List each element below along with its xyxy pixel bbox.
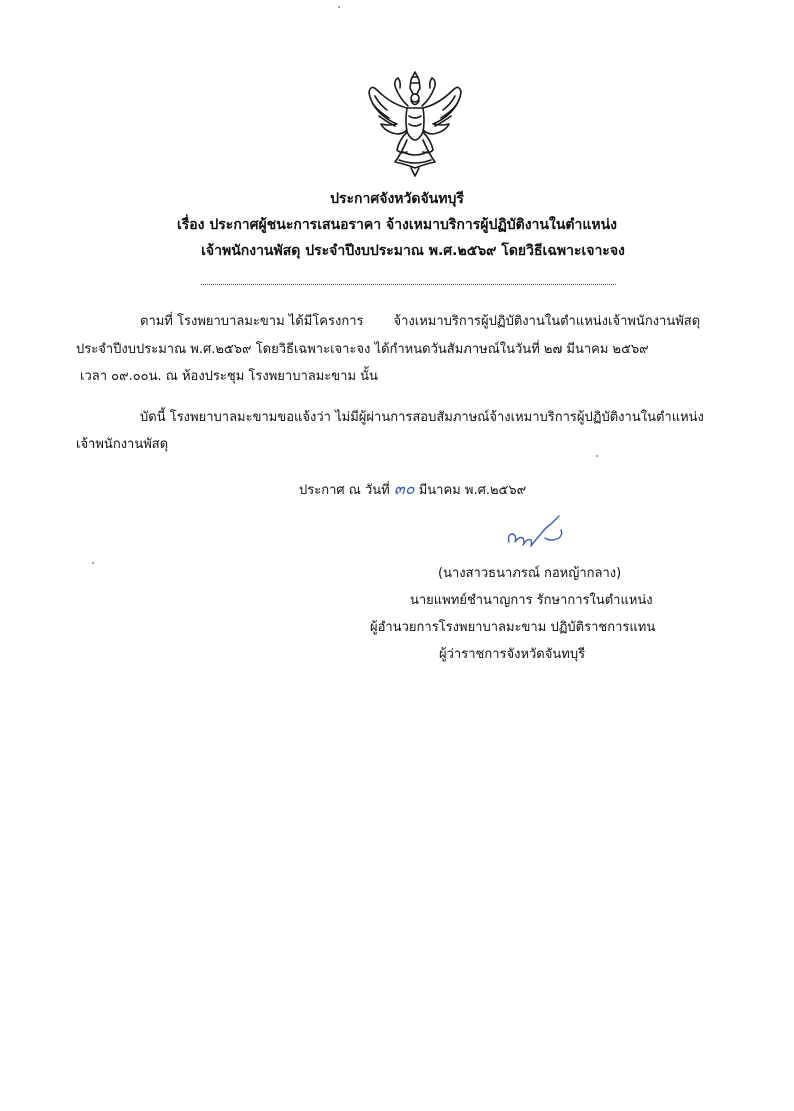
dotted-divider — [201, 284, 616, 285]
scan-speck — [596, 455, 598, 457]
announcement-date-line — [299, 477, 526, 502]
paragraph1-line1-part-b: จ้างเหมาบริการผู้ปฏิบัติงานในตำแหน่งเจ้าพนักงานพัสดุ — [393, 314, 701, 329]
signatory-name: (นางสาวธนาภรณ์ กอหญ้ากลาง) — [438, 566, 622, 581]
document-subject-line2: เจ้าพนักงานพัสดุ ประจำปีงบประมาณ พ.ศ.๒๕๖๙ โดยวิธีเฉพาะเจาะจง — [201, 243, 625, 259]
paragraph2-line1: บัดนี้ โรงพยาบาลมะขามขอแจ้งว่า ไม่มีผู้ผ่านการสอบสัมภาษณ์จ้างเหมาบริการผู้ปฏิบัติงานในตำแหน่ง — [140, 410, 704, 425]
paragraph2-line2: เจ้าพนักงานพัสดุ — [76, 437, 169, 452]
signatory-position-3: ผู้ว่าราชการจังหวัดจันทบุรี — [439, 647, 586, 662]
paragraph1-line1-part-a: ตามที่ โรงพยาบาลมะขาม ได้มีโครงการ — [140, 314, 364, 329]
document-subject-line1: เรื่อง ประกาศผู้ชนะการเสนอราคา จ้างเหมาบริการผู้ปฏิบัติงานในตำแหน่ง — [176, 217, 618, 233]
scan-speck — [92, 562, 94, 564]
document-title: ประกาศจังหวัดจันทบุรี — [330, 191, 464, 207]
announcement-prefix: ประกาศ ณ วันที่ — [299, 483, 390, 498]
handwritten-signature — [505, 512, 567, 550]
signatory-position-2: ผู้อำนวยการโรงพยาบาลมะขาม ปฏิบัติราชการแทน — [370, 620, 656, 635]
scan-speck — [338, 6, 340, 8]
paragraph1-line1 — [140, 310, 700, 331]
handwritten-day: ๓๐ — [393, 479, 415, 498]
paragraph1-line2: ประจำปีงบประมาณ พ.ศ.๒๕๖๙ โดยวิธีเฉพาะเจาะจง ได้กำหนดวันสัมภาษณ์ในวันที่ ๒๗ มีนาคม ๒๕๖๙ — [76, 342, 649, 357]
paragraph1-line3: เวลา ๐๙.๐๐น. ณ ห้องประชุม โรงพยาบาลมะขาม นั้น — [80, 369, 378, 384]
announcement-suffix: มีนาคม พ.ศ.๒๕๖๙ — [418, 483, 527, 498]
signatory-position-1: นายแพทย์ชำนาญการ รักษาการในตำแหน่ง — [410, 593, 653, 608]
garuda-emblem-icon — [361, 68, 469, 180]
